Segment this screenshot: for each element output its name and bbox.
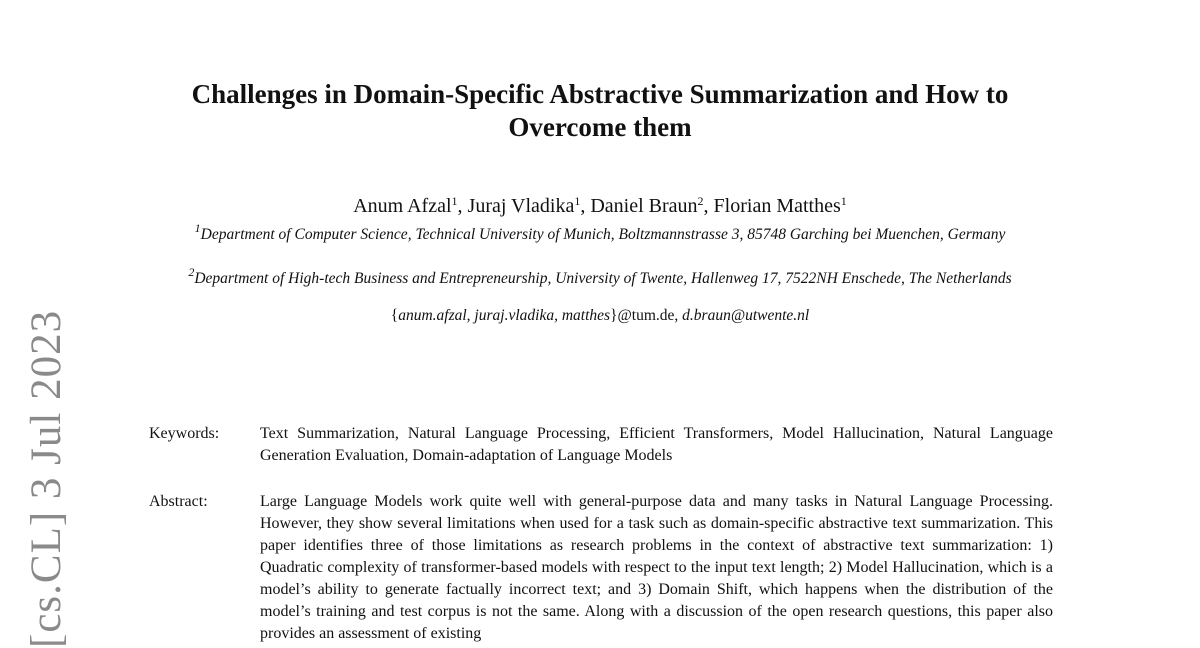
abstract-label: Abstract:	[149, 493, 208, 510]
affiliation-mark: 1	[194, 221, 201, 235]
email-names: anum.afzal, juraj.vladika, matthes	[398, 307, 611, 324]
keywords-text: Text Summarization, Natural Language Processing, Efficient Transformers, Model Hallucination, Natural Language Generation Evaluation, Domain-adaptation of Language Models	[260, 425, 1053, 464]
email-domain: @tum.de,	[617, 307, 683, 324]
author-name: Juraj Vladika	[467, 195, 575, 217]
abstract-text: Large Language Models work quite well with general-purpose data and many tasks in Natural Language Processing. However, they show several limitations when used for a task such as domain-specific abstractive text summarization. This paper identifies three of those limitations as research problems in the context of abstractive text summarization: 1) Quadratic complexity of transformer-based models with respect to the input text length; 2) Model Hallucination, which is a model’s ability to generate factually incorrect text; and 3) Domain Shift, which happens when the distribution of the model’s training and test corpus is not the same. Along with a discussion of the open research questions, this paper also provides an assessment of existing	[260, 493, 1053, 642]
email-brace-open: {	[390, 307, 399, 324]
author-affiliation-mark: 1	[840, 194, 847, 208]
email-brace-close: }	[610, 307, 618, 324]
author-emails	[150, 307, 1050, 325]
author-name: Daniel Braun	[590, 195, 698, 217]
author-name: Anum Afzal	[353, 195, 452, 217]
affiliation-2	[160, 265, 1040, 289]
author-name: Florian Matthes	[713, 195, 841, 217]
paper-title: Challenges in Domain-Specific Abstractive Summarization and How to Overcome them	[191, 79, 1009, 142]
email-extra: d.braun@utwente.nl	[682, 307, 810, 324]
affiliation-mark: 2	[188, 265, 195, 279]
affiliation-text: Department of High-tech Business and Entrepreneurship, University of Twente, Hallenweg 17, 7522NH Enschede, The Netherlands	[194, 270, 1012, 287]
keywords-label: Keywords:	[149, 425, 220, 442]
affiliation-1	[160, 221, 1040, 245]
author-affiliation-mark: 1	[574, 194, 581, 208]
author-list: Anum Afzal$^1$, Juraj Vladika$^1$, Daniel Braun$^2$, Florian Matthes$^1$	[353, 194, 847, 217]
author-affiliation-mark: 1	[451, 194, 458, 208]
affiliation-text: Department of Computer Science, Technical University of Munich, Boltzmannstrasse 3, 85748 Garching bei Muenchen, Germany	[200, 226, 1006, 243]
arxiv-side-stamp: [cs.CL] 3 Jul 2023	[23, 309, 70, 648]
author-affiliation-mark: 2	[697, 194, 704, 208]
